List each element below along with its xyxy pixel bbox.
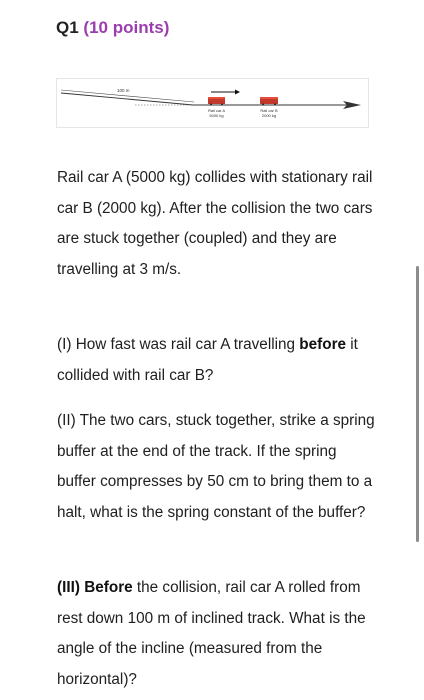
part-3-emphasis: Before — [84, 579, 133, 596]
part-1-emphasis: before — [299, 336, 347, 353]
car-b-label: Rail car B — [260, 108, 278, 113]
part-1-lead: (I) How fast was rail car A travelling — [57, 336, 300, 353]
question-part-2: (II) The two cars, stuck together, strike a spring buffer at the end of the track. If the spring buffer compresses by 50 cm to bring them to a halt, what is the spring constant of the buffer? — [57, 412, 375, 521]
part-3-tail: the collision, rail car A rolled from rest down 100 m of inclined track. What is the angle of the incline (measured from the horizontal)? — [57, 579, 366, 688]
question-number: Q1 — [56, 18, 79, 37]
car-a-label: Rail car A — [207, 108, 226, 113]
vertical-scrollbar[interactable] — [416, 266, 419, 542]
part-1-tail: it collided with rail car B? — [57, 336, 358, 384]
question-part-1 — [57, 330, 377, 391]
distance-label: 100 m — [117, 88, 130, 93]
car-b-mass: 2000 kg — [261, 113, 277, 118]
rail-car-diagram — [56, 78, 369, 128]
problem-intro: Rail car A (5000 kg) collides with stationary rail car B (2000 kg). After the collision the two cars are stuck together (coupled) and they are travelling at 3 m/s. — [57, 169, 373, 278]
question-title — [56, 18, 169, 38]
question-points: (10 points) — [83, 18, 170, 37]
car-a-mass: 5000 kg — [209, 113, 224, 118]
part-3-number: (III) — [57, 579, 85, 596]
inclined-track — [61, 93, 193, 105]
diagram-svg — [57, 79, 368, 127]
question-part-3 — [57, 573, 377, 695]
